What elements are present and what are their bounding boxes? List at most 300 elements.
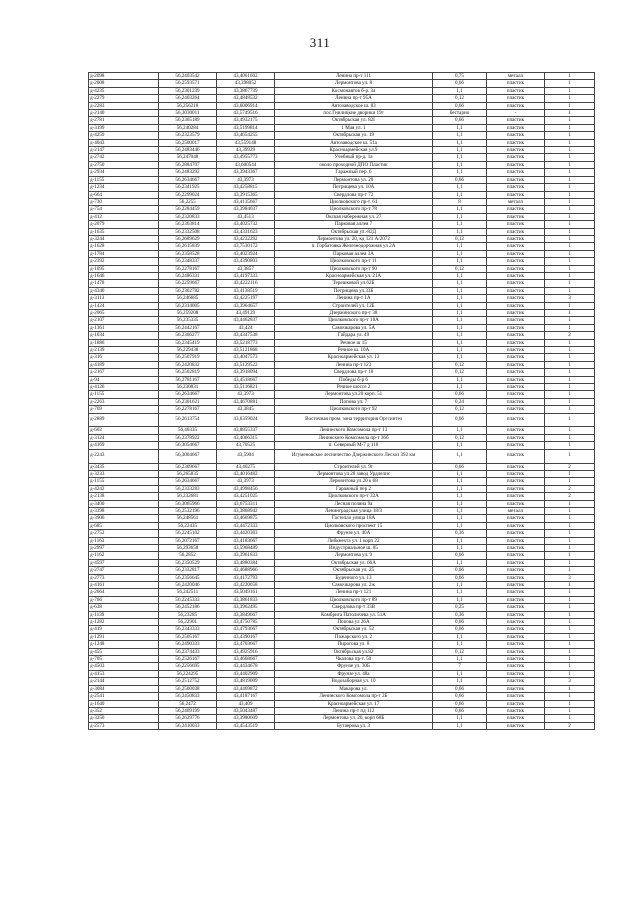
address-cell: Победы б-р 6 <box>275 376 433 383</box>
address-cell: Индустриальное ш. 85 <box>275 544 433 551</box>
volume-cell: 1,1 <box>433 258 487 265</box>
material-cell: пластик <box>487 206 545 213</box>
address-cell: Красноармейская ул.9 <box>275 147 433 154</box>
volume-cell: 0,66 <box>433 117 487 124</box>
table-row <box>89 685 595 692</box>
latitude-cell: 56,2593571 <box>159 80 217 87</box>
volume-cell: 0,12 <box>433 95 487 102</box>
volume-cell: 0,12 <box>433 235 487 242</box>
latitude-cell: 56,235335 <box>159 317 217 324</box>
table-row <box>89 493 595 500</box>
address-cell: Циолковского пр-т 78 <box>275 206 433 213</box>
material-cell: пластик <box>487 191 545 198</box>
table-row <box>89 243 595 250</box>
table-row <box>89 552 595 559</box>
latitude-cell: 56,2320833 <box>159 213 217 220</box>
table-row <box>89 169 595 176</box>
address-cell: Пожарского ул. 2 <box>275 633 433 640</box>
address-cell: Октябрьская ул.-82Д <box>275 228 433 235</box>
latitude-cell: 56,2309667 <box>159 463 217 470</box>
count-cell: 1 <box>545 648 595 655</box>
longitude-cell: 43,4390167 <box>217 633 275 640</box>
material-cell: пластик <box>487 559 545 566</box>
material-cell: пластик <box>487 530 545 537</box>
volume-cell: 1,1 <box>433 287 487 294</box>
volume-cell: 1,1 <box>433 641 487 648</box>
count-cell: 1 <box>545 611 595 618</box>
table-row <box>89 619 595 626</box>
count-cell: 1 <box>545 693 595 700</box>
table-row <box>89 154 595 161</box>
volume-cell: 1,1 <box>433 243 487 250</box>
longitude-cell: 43,4703667 <box>217 641 275 648</box>
container-id-cell: д-1628 <box>89 243 159 250</box>
count-cell: 1 <box>545 347 595 354</box>
latitude-cell: 56,256218 <box>159 102 217 109</box>
material-cell: пластик <box>487 427 545 434</box>
table-row <box>89 324 595 331</box>
material-cell: пластик <box>487 132 545 139</box>
address-cell: Гастелло улица 18А <box>275 515 433 522</box>
material-cell: пластик <box>487 87 545 94</box>
table-row <box>89 124 595 131</box>
latitude-cell: 56,293658 <box>159 544 217 551</box>
count-cell: 1 <box>545 442 595 449</box>
address-cell: Циолковского пр-т 92 <box>275 406 433 413</box>
container-id-cell: д-638 <box>89 604 159 611</box>
container-id-cell: д-1163 <box>89 537 159 544</box>
volume-cell: 1,1 <box>433 384 487 391</box>
longitude-cell: 43,3984037 <box>217 206 275 213</box>
volume-cell: 1,1 <box>433 589 487 596</box>
longitude-cell: 43,4932175 <box>217 117 275 124</box>
longitude-cell: 43,4187167 <box>217 693 275 700</box>
volume-cell: 1,1 <box>433 132 487 139</box>
longitude-cell: 43,7530172 <box>217 243 275 250</box>
table-row <box>89 361 595 368</box>
address-cell: Пирогова ул. 8 <box>275 641 433 648</box>
address-cell: Свердлова пр-т 33В <box>275 604 433 611</box>
latitude-cell: 56,2332817 <box>159 567 217 574</box>
volume-cell: 1,1 <box>433 272 487 279</box>
longitude-cell: 43,5121868 <box>217 347 275 354</box>
count-cell: 2 <box>545 493 595 500</box>
table-row <box>89 500 595 507</box>
volume-cell: 0,66 <box>433 707 487 714</box>
material-cell: пластик <box>487 295 545 302</box>
address-cell: Чкалова пр-т. 50 <box>275 656 433 663</box>
table-row <box>89 470 595 477</box>
latitude-cell: 56,2450833 <box>159 693 217 700</box>
table-row <box>89 485 595 492</box>
count-cell: 1 <box>545 369 595 376</box>
latitude-cell: 56,2366277 <box>159 332 217 339</box>
latitude-cell: 56,246685 <box>159 295 217 302</box>
material-cell: пластик <box>487 515 545 522</box>
table-row <box>89 221 595 228</box>
longitude-cell: 43,4750785 <box>217 619 275 626</box>
material-cell: металл <box>487 198 545 205</box>
count-cell: 2 <box>545 485 595 492</box>
material-cell: пластик <box>487 700 545 707</box>
count-cell: 1 <box>545 339 595 346</box>
material-cell: пластик <box>487 287 545 294</box>
count-cell: 1 <box>545 324 595 331</box>
table-row <box>89 515 595 522</box>
longitude-cell: 43,4513 <box>217 213 275 220</box>
longitude-cell: 43,398052 <box>217 80 275 87</box>
longitude-cell: 43,5129522 <box>217 361 275 368</box>
count-cell: 1 <box>545 478 595 485</box>
volume-cell: 1,1 <box>433 221 487 228</box>
volume-cell: 1,1 <box>433 500 487 507</box>
container-id-cell: д-1640 <box>89 700 159 707</box>
latitude-cell: 56,2500038 <box>159 685 217 692</box>
container-id-cell: д-3400 <box>89 500 159 507</box>
material-cell: пластик <box>487 398 545 405</box>
table-row <box>89 376 595 383</box>
address-cell: Лермонтова ул. 8 <box>275 80 433 87</box>
material-cell: пластик <box>487 611 545 618</box>
container-id-cell: д-1886 <box>89 339 159 346</box>
container-id-cell: д-3906 <box>89 515 159 522</box>
container-id-cell: д-1155 <box>89 391 159 398</box>
latitude-cell: 56,2341925 <box>159 184 217 191</box>
longitude-cell: 43,4258815 <box>217 184 275 191</box>
container-id-cell: д-4235 <box>89 87 159 94</box>
latitude-cell: 56,2256695 <box>159 663 217 670</box>
count-cell: 1 <box>545 161 595 168</box>
longitude-cell: 43,4955773 <box>217 154 275 161</box>
latitude-cell: 56,3054667 <box>159 442 217 449</box>
longitude-cell: 43,4138519 <box>217 287 275 294</box>
container-id-cell: д-2138 <box>89 493 159 500</box>
material-cell: пластик <box>487 633 545 640</box>
count-cell: 1 <box>545 633 595 640</box>
latitude-cell: 56,2483446 <box>159 147 217 154</box>
longitude-cell: 43,4183667 <box>217 537 275 544</box>
longitude-cell: 43,4469872 <box>217 685 275 692</box>
count-cell: 1 <box>545 354 595 361</box>
count-cell: 1 <box>545 124 595 131</box>
container-id-cell: д-1248 <box>89 641 159 648</box>
longitude-cell: 43,4023924 <box>217 250 275 257</box>
table-row <box>89 339 595 346</box>
address-cell: Октябрьская ул.82 <box>275 648 433 655</box>
address-cell: Октябрьская ул. 66А <box>275 559 433 566</box>
material-cell: пластик <box>487 310 545 317</box>
table-row <box>89 287 595 294</box>
count-cell: 1 <box>545 102 595 109</box>
table-row <box>89 280 595 287</box>
latitude-cell: 56,2502819 <box>159 369 217 376</box>
address-cell: Парковая аллея 3А <box>275 250 433 257</box>
container-id-cell: д-352 <box>89 707 159 714</box>
container-id-cell: д-1234 <box>89 184 159 191</box>
latitude-cell: 56,2409199 <box>159 707 217 714</box>
address-cell: Лермонтова ул. 9 <box>275 552 433 559</box>
volume-cell: 0,24 <box>433 398 487 405</box>
address-cell: Фрунзе ул. 40А <box>275 530 433 537</box>
table-row <box>89 427 595 434</box>
table-row <box>89 110 595 117</box>
container-id-cell: д-1784 <box>89 250 159 257</box>
container-id-cell: д-705 <box>89 656 159 663</box>
volume-cell: 1,1 <box>433 544 487 551</box>
volume-cell: 0,12 <box>433 361 487 368</box>
volume-cell: 1,1 <box>433 324 487 331</box>
volume-cell: 0,36 <box>433 611 487 618</box>
longitude-cell: 43,4668667 <box>217 656 275 663</box>
table-row <box>89 384 595 391</box>
count-cell: 1 <box>545 670 595 677</box>
latitude-cell: 56,2420046 <box>159 582 217 589</box>
container-id-cell: д-4153 <box>89 670 159 677</box>
latitude-cell: 56,2245102 <box>159 530 217 537</box>
longitude-cell: 43,3845 <box>217 406 275 413</box>
volume-cell: 1,1 <box>433 191 487 198</box>
volume-cell: 1,1 <box>433 470 487 477</box>
container-id-cell: д-3250 <box>89 715 159 722</box>
address-cell: Макарова ул. <box>275 685 433 692</box>
address-cell: Окская набережная ул. 27 <box>275 213 433 220</box>
material-cell: пластик <box>487 707 545 714</box>
volume-cell: 1,1 <box>433 161 487 168</box>
table-row <box>89 184 595 191</box>
volume-cell: 1,1 <box>433 537 487 544</box>
count-cell: 1 <box>545 707 595 714</box>
material-cell: пластик <box>487 544 545 551</box>
volume-cell: 1,1 <box>433 250 487 257</box>
volume-cell: 1,1 <box>433 147 487 154</box>
material-cell: пластик <box>487 347 545 354</box>
volume-cell: 1,1 <box>433 633 487 640</box>
address-cell: Либкнехта ул. 1 корп 22 <box>275 537 433 544</box>
table-row <box>89 530 595 537</box>
material-cell: пластик <box>487 406 545 413</box>
latitude-cell: 56,2852 <box>159 552 217 559</box>
material-cell: пластик <box>487 124 545 131</box>
latitude-cell: 56,2490333 <box>159 641 217 648</box>
table-row <box>89 139 595 146</box>
longitude-cell: 43,5199814 <box>217 124 275 131</box>
latitude-cell: 56,2472 <box>159 700 217 707</box>
container-id-cell: д-2107 <box>89 317 159 324</box>
volume-cell: 0,36 <box>433 530 487 537</box>
longitude-cell: 43,3973 <box>217 391 275 398</box>
address-cell: Лермонтова ул. 20 <box>275 176 433 183</box>
address-cell: Циолковского проспект 15 <box>275 522 433 529</box>
volume-cell: 1,1 <box>433 347 487 354</box>
longitude-cell: 43,4819009 <box>217 678 275 685</box>
address-cell: Ленина пр-т пд 112 <box>275 707 433 714</box>
longitude-cell: 43,4998456 <box>217 485 275 492</box>
material-cell: пластик <box>487 80 545 87</box>
longitude-cell: 43,4197333 <box>217 272 275 279</box>
count-cell: 2 <box>545 722 595 729</box>
page-number: 311 <box>309 35 331 50</box>
container-id-cell: д-94 <box>89 376 159 383</box>
latitude-cell: 56,2323579 <box>159 132 217 139</box>
count-cell: 1 <box>545 235 595 242</box>
volume-cell: 1,1 <box>433 493 487 500</box>
container-id-cell: д-2139 <box>89 347 159 354</box>
table-row <box>89 406 595 413</box>
material-cell: пластик <box>487 154 545 161</box>
latitude-cell: 56,2403264 <box>159 95 217 102</box>
latitude-cell: 56,22435 <box>159 522 217 529</box>
latitude-cell: 56,3004667 <box>159 449 217 463</box>
latitude-cell: 56,2483292 <box>159 169 217 176</box>
volume-cell: бестарно <box>433 110 487 117</box>
latitude-cell: 56,229438 <box>159 347 217 354</box>
longitude-cell: 43,3857 <box>217 265 275 272</box>
longitude-cell: 43,6006914 <box>217 102 275 109</box>
material-cell: пластик <box>487 258 545 265</box>
container-id-cell: д-2781 <box>89 117 159 124</box>
material-cell: пластик <box>487 369 545 376</box>
table-row <box>89 463 595 470</box>
address-cell: Самочкарова ул. 2ж <box>275 582 433 589</box>
latitude-cell: 56,40335 <box>159 427 217 434</box>
volume-cell: 7 <box>433 663 487 670</box>
longitude-cell: 43,4066315 <box>217 434 275 441</box>
material-cell: пластик <box>487 147 545 154</box>
latitude-cell: 56,2781167 <box>159 376 217 383</box>
latitude-cell: 56,2284459 <box>159 206 217 213</box>
latitude-cell: 56,2512752 <box>159 678 217 685</box>
volume-cell: 1,1 <box>433 376 487 383</box>
container-id-cell: д-1424 <box>89 302 159 309</box>
volume-cell: 1,1 <box>433 449 487 463</box>
material-cell: пластик <box>487 619 545 626</box>
volume-cell: 1,1 <box>433 124 487 131</box>
volume-cell: 0,66 <box>433 552 487 559</box>
volume-cell: 1,1 <box>433 206 487 213</box>
count-cell: 1 <box>545 258 595 265</box>
longitude-cell: 43,5043487 <box>217 707 275 714</box>
volume-cell: 1,1 <box>433 332 487 339</box>
longitude-cell: 43,5904 <box>217 449 275 463</box>
container-id-cell: д-3398 <box>89 507 159 514</box>
table-row <box>89 544 595 551</box>
volume-cell: 8 <box>433 198 487 205</box>
address-cell: Свердлова пр-т 72 <box>275 191 433 198</box>
longitude-cell: 43,4688966 <box>217 567 275 574</box>
material-cell: пластик <box>487 656 545 663</box>
address-cell: Лермонтова ул. 20, кд 121 А/2072 <box>275 235 433 242</box>
latitude-cell: 56,2314005 <box>159 302 217 309</box>
address-cell: Строителей ул. 9г <box>275 463 433 470</box>
longitude-cell: 43,5049161 <box>217 589 275 596</box>
table-row <box>89 213 595 220</box>
table-row <box>89 507 595 514</box>
container-id-cell: д-2283 <box>89 102 159 109</box>
latitude-cell: 56,2884707 <box>159 161 217 168</box>
count-cell: 1 <box>545 80 595 87</box>
count-cell: 1 <box>545 582 595 589</box>
latitude-cell: 56,3065966 <box>159 500 217 507</box>
container-id-cell: д-2279 <box>89 95 159 102</box>
latitude-cell: 56,2410033 <box>159 722 217 729</box>
latitude-cell: 56,259208 <box>159 310 217 317</box>
material-cell: пластик <box>487 354 545 361</box>
latitude-cell: 56,230831 <box>159 384 217 391</box>
count-cell: 1 <box>545 280 595 287</box>
table-row <box>89 161 595 168</box>
latitude-cell: 56,2486331 <box>159 272 217 279</box>
volume-cell: 0,66 <box>433 413 487 427</box>
address-cell: Ленина пр-т 111 <box>275 73 433 80</box>
volume-cell: 0,66 <box>433 463 487 470</box>
address-cell: Речное шоссе 2 <box>275 384 433 391</box>
latitude-cell: 56,2452186 <box>159 604 217 611</box>
address-cell: Парковая аллея 7 <box>275 221 433 228</box>
material-cell: пластик <box>487 470 545 477</box>
address-cell: Гаражный пер 2 <box>275 485 433 492</box>
container-id-cell: д-316 <box>89 354 159 361</box>
latitude-cell: 56,3030011 <box>159 110 217 117</box>
table-row <box>89 73 595 80</box>
count-cell: 1 <box>545 221 595 228</box>
latitude-cell: 56,2348337 <box>159 258 217 265</box>
count-cell: 1 <box>545 619 595 626</box>
table-row <box>89 132 595 139</box>
longitude-cell: 43,5968489 <box>217 544 275 551</box>
material-cell: пластик <box>487 376 545 383</box>
table-row <box>89 693 595 700</box>
table-row <box>89 369 595 376</box>
count-cell: 1 <box>545 191 595 198</box>
longitude-cell: 43,3964657 <box>217 302 275 309</box>
address-cell: Игуменовское лесничество Дзержинского Лесхоз 392 км <box>275 449 433 463</box>
container-id-cell: д-2079 <box>89 221 159 228</box>
count-cell: 1 <box>545 398 595 405</box>
table-row <box>89 102 595 109</box>
material-cell: пластик <box>487 243 545 250</box>
table-row <box>89 700 595 707</box>
volume-cell: 0,12 <box>433 406 487 413</box>
latitude-cell: 56,2301621 <box>159 398 217 405</box>
longitude-cell: 43,4016482 <box>217 470 275 477</box>
count-cell: 1 <box>545 596 595 603</box>
longitude-cell: 43,4251025 <box>217 493 275 500</box>
material-cell: пластик <box>487 485 545 492</box>
address-cell: Фрунзе ул. 30Б <box>275 663 433 670</box>
table-row <box>89 198 595 205</box>
longitude-cell: 43,4225197 <box>217 295 275 302</box>
container-id-cell: д-4242 <box>89 485 159 492</box>
volume-cell: 1,1 <box>433 722 487 729</box>
container-id-cell: д-2573 <box>89 722 159 729</box>
count-cell: 1 <box>545 73 595 80</box>
count-cell: 1 <box>545 154 595 161</box>
material-cell: пластик <box>487 626 545 633</box>
count-cell: 1 <box>545 384 595 391</box>
volume-cell: 1,1 <box>433 280 487 287</box>
material-cell: пластик <box>487 361 545 368</box>
count-cell: 1 <box>545 139 595 146</box>
count-cell: 3 <box>545 574 595 581</box>
material-cell: пластик <box>487 161 545 168</box>
address-cell: Попова ул. 7 <box>275 398 433 405</box>
count-cell: 1 <box>545 147 595 154</box>
table-row <box>89 537 595 544</box>
container-id-cell: д-2167 <box>89 369 159 376</box>
address-cell: Автозаводское ш. 83 <box>275 102 433 109</box>
container-id-cell: д-3244 <box>89 235 159 242</box>
count-cell: 1 <box>545 169 595 176</box>
